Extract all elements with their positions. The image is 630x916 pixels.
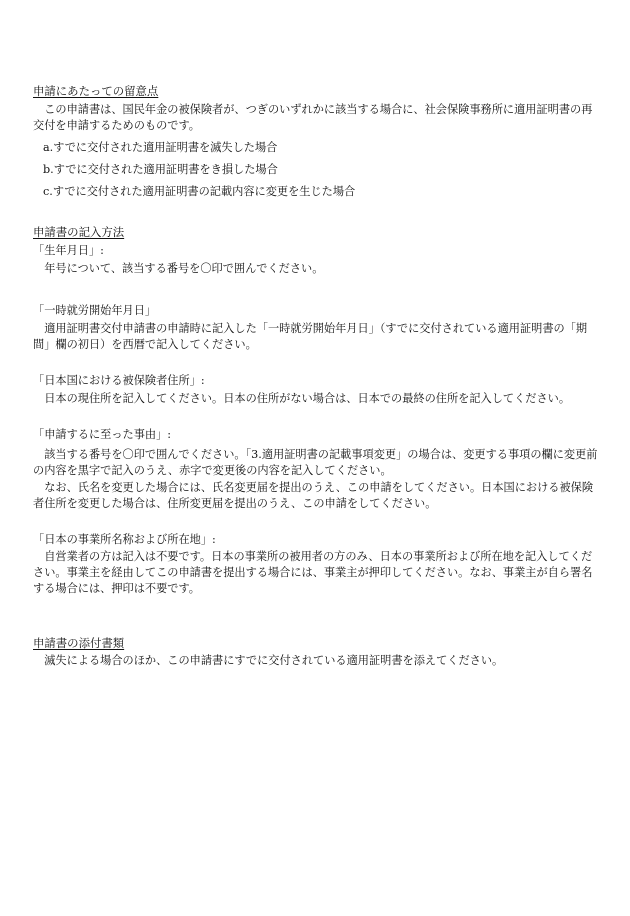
temp-work-text: 適用証明書交付申請書の申請時に記入した「一時就労開始年月日」（すでに交付されている適用証明書の「期間」欄の初日）を西暦で記入してください。: [33, 322, 588, 351]
reason-text-2: なお、氏名を変更した場合には、氏名変更届を提出のうえ、この申請をしてください。日本国における被保険者住所を変更した場合は、住所変更届を提出のうえ、この申請をしてください。: [33, 481, 594, 510]
method-section: [33, 224, 603, 597]
birthdate-label: 「生年月日」:: [33, 244, 104, 257]
employer-text: 自営業者の方は記入は不要です。日本の事業所の被用者の方のみ、日本の事業所および所在地を記入してください。事業主を経由してこの申請書を提出する場合には、事業主が押印してください。なお、事業主が自ら署名する場合には、押印は不要です。: [33, 550, 593, 595]
temp-work-label: 「一時就労開始年月日」: [33, 304, 157, 317]
notes-item-c: c.すでに交付された適用証明書の記載内容に変更を生じた場合: [43, 185, 356, 198]
employer-label: 「日本の事業所名称および所在地」:: [33, 533, 216, 546]
attachments-text: 滅失による場合のほか、この申請書にすでに交付されている適用証明書を添えてください。: [44, 654, 504, 667]
method-heading: 申請書の記入方法: [33, 225, 125, 239]
reason-label: 「申請するに至った事由」:: [33, 428, 172, 441]
attachments-heading: 申請書の添付書類: [33, 636, 125, 650]
attachments-section: [33, 635, 603, 669]
notes-section: [33, 83, 603, 200]
notes-intro: この申請書は、国民年金の被保険者が、つぎのいずれかに該当する場合に、社会保険事務所に適用証明書の再交付を申請するためのものです。: [33, 103, 593, 132]
address-label: 「日本国における被保険者住所」:: [33, 374, 205, 387]
notes-item-b: b.すでに交付された適用証明書をき損した場合: [43, 163, 278, 176]
document-page: [33, 83, 603, 669]
notes-item-a: a.すでに交付された適用証明書を滅失した場合: [43, 141, 278, 154]
address-text: 日本の現住所を記入してください。日本の住所がない場合は、日本での最終の住所を記入してください。: [44, 392, 571, 405]
reason-text-1: 該当する番号を〇印で囲んでください。「3.適用証明書の記載事項変更」の場合は、変更する事項の欄に変更前の内容を黒字で記入のうえ、赤字で変更後の内容を記入してください。: [33, 448, 598, 477]
notes-heading: 申請にあたっての留意点: [33, 84, 159, 98]
birthdate-text: 年号について、該当する番号を〇印で囲んでください。: [44, 262, 324, 275]
